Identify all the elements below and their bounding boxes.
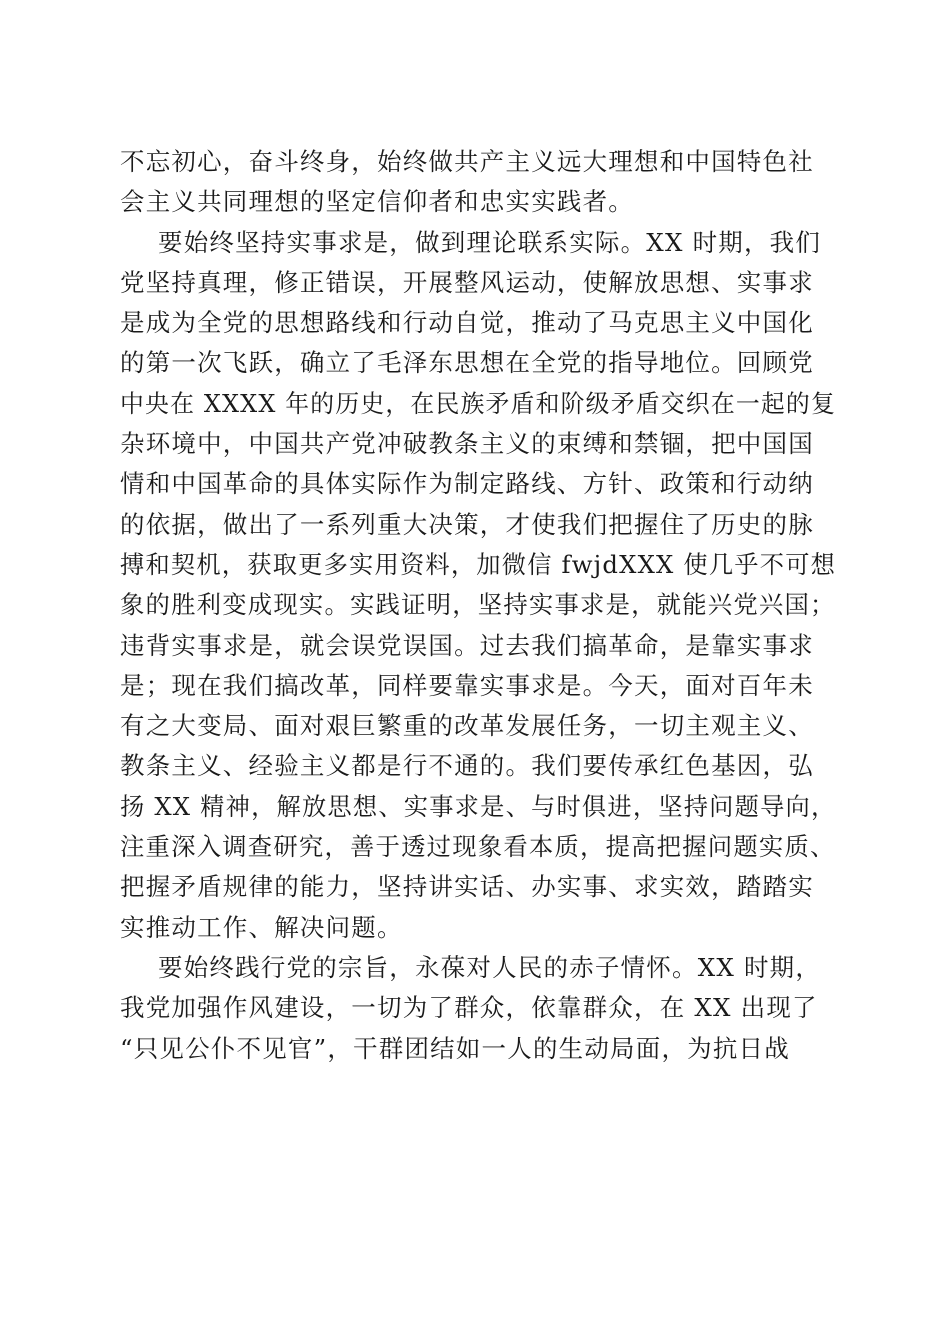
- text-line: “只见公仆不见官”，干群团结如一人的生动局面，为抗日战: [120, 1033, 790, 1063]
- text-line: 会主义共同理想的坚定信仰者和忠实实践者。: [120, 187, 634, 217]
- text-line: 搏和契机，获取更多实用资料，加微信 fwjdXXX 使几乎不可想: [120, 549, 837, 579]
- text-line: 是；现在我们搞改革，同样要靠实事求是。今天，面对百年未: [120, 670, 814, 700]
- text-line: 象的胜利变成现实。实践证明，坚持实事求是，就能兴党兴国；: [120, 590, 836, 620]
- text-line: 情和中国革命的具体实际作为制定路线、方针、政策和行动纳: [120, 469, 814, 499]
- text-line: 中央在 XXXX 年的历史，在民族矛盾和阶级矛盾交织在一起的复: [120, 388, 837, 418]
- text-line: 注重深入调查研究，善于透过现象看本质，提高把握问题实质、: [120, 832, 836, 862]
- text-line: 党坚持真理，修正错误，开展整风运动，使解放思想、实事求: [120, 267, 814, 297]
- text-line: 杂环境中，中国共产党冲破教条主义的束缚和禁锢，把中国国: [120, 429, 814, 459]
- text-line: 教条主义、经验主义都是行不通的。我们要传承红色基因，弘: [120, 751, 814, 781]
- text-line: 把握矛盾规律的能力，坚持讲实话、办实事、求实效，踏踏实: [120, 872, 814, 902]
- text-line: 是成为全党的思想路线和行动自觉，推动了马克思主义中国化: [120, 308, 814, 338]
- document-body: [120, 142, 836, 1069]
- text-line: 的依据，做出了一系列重大决策，才使我们把握住了历史的脉: [120, 509, 814, 539]
- paragraph-start-line: 要始终践行党的宗旨，永葆对人民的赤子情怀。XX 时期，: [158, 952, 822, 982]
- paragraph-start-line: 要始终坚持实事求是，做到理论联系实际。XX 时期，我们: [158, 227, 822, 257]
- text-line: 违背实事求是，就会误党误国。过去我们搞革命，是靠实事求: [120, 630, 814, 660]
- text-line: 的第一次飞跃，确立了毛泽东思想在全党的指导地位。回顾党: [120, 348, 814, 378]
- text-line: 实推动工作、解决问题。: [120, 912, 403, 942]
- text-line: 扬 XX 精神，解放思想、实事求是、与时俱进，坚持问题导向，: [120, 791, 837, 821]
- text-line: 我党加强作风建设，一切为了群众，依靠群众，在 XX 出现了: [120, 993, 818, 1023]
- text-line: 不忘初心，奋斗终身，始终做共产主义远大理想和中国特色社: [120, 147, 814, 176]
- text-line: 有之大变局、面对艰巨繁重的改革发展任务，一切主观主义、: [120, 711, 814, 741]
